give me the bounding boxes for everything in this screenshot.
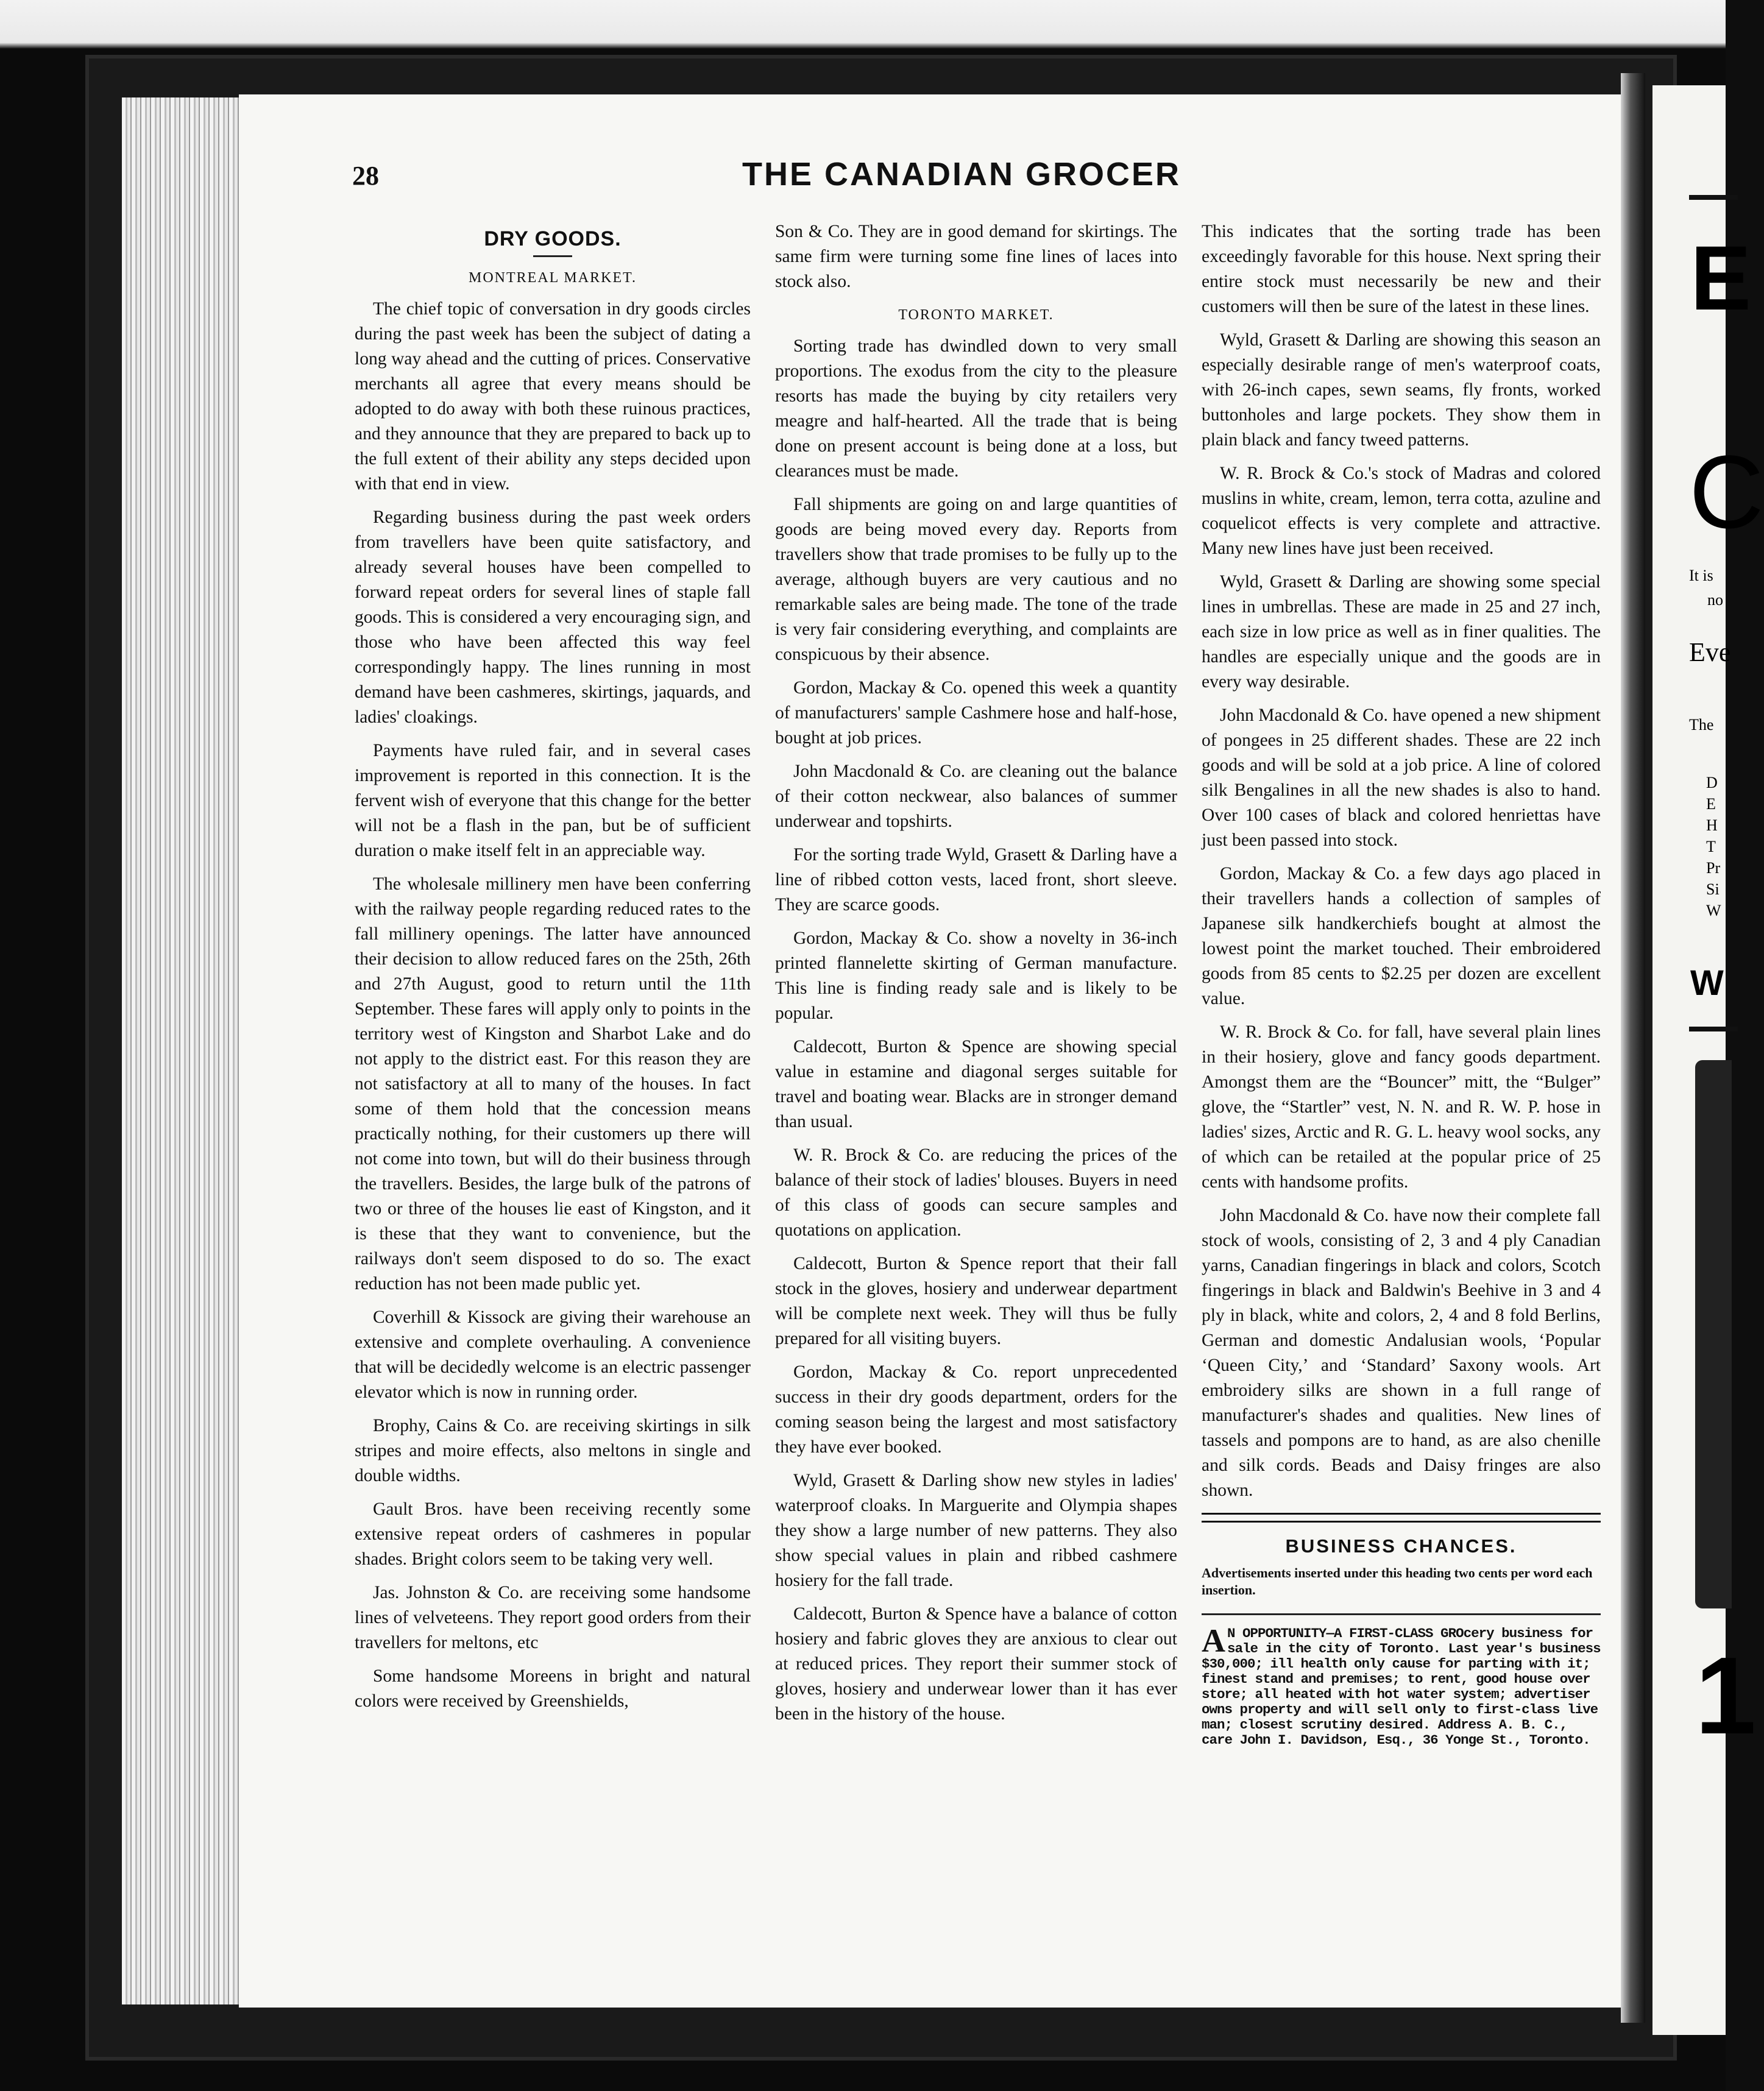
column-3 (1202, 219, 1601, 1748)
paragraph: Coverhill & Kissock are giving their warehouse an extensive and complete overhauling. A convenience that will be decidedly welcome is an electric passenger elevator which is now in running order. (355, 1307, 751, 1402)
right-page-list-item: H (1706, 816, 1718, 834)
ad-text: N OPPORTUNITY—A FIRST-CLASS GROcery business for sale in the city of Toronto. Last year's business $30,000; ill health only cause for parting with it; finest stand and premises; to rent, good house over store; all heated with hot water system; advertiser owns property and will sell only to first-class live man; closest scrutiny desired. Address A. B. C., care John I. Davidson, Esq., 36 Yonge St., Toronto. (1202, 1626, 1601, 1748)
business-chances-rule (1202, 1613, 1601, 1615)
right-page-rule (1689, 195, 1738, 200)
paragraph: The wholesale millinery men have been conferring with the railway people regarding reduced rates to the fall millinery openings. The latter have announced their decision to allow reduced fares on the 25th, 26th and 27th August, good to return until the 11th September. These fares will apply only to points in the territory west of Kingston and Sharbot Lake and do not apply to the district east. For this reason they are not satisfactory at all to many of the houses. In fact some of them hold that the concession means practically nothing, for their customers up there will not come into town, but will do their business through the travellers. Besides, the large bulk of the patrons of two or three of the houses lie east of Kingston, and it is these that they want to convenience, but the railways don't seem disposed to do so. The exact reduction has not been made public yet. (355, 874, 751, 1293)
right-page-list-item: D (1706, 774, 1718, 791)
right-page-text: no (1707, 591, 1723, 609)
subsection-heading: MONTREAL MARKET. (469, 270, 637, 286)
right-page-list-item: Si (1706, 880, 1720, 898)
paragraph: Gordon, Mackay & Co. show a novelty in 36-inch printed flannelette skirting of German manufacture. This line is finding ready sale and is likely to be popular. (775, 929, 1177, 1023)
paragraph: Brophy, Cains & Co. are receiving skirtings in silk stripes and moire effects, also meltons in single and double widths. (355, 1416, 751, 1485)
paragraph: Gordon, Mackay & Co. report unprecedented success in their dry goods department, orders for the coming season being the largest and most satisfactory they have ever booked. (775, 1362, 1177, 1457)
paragraph: Wyld, Grasett & Darling are showing this season an especially desirable range of men's waterproof coats, with 26-inch capes, sewn seams, fly fronts, worked buttonholes and large pockets. They show them in plain black and fancy tweed patterns. (1202, 330, 1601, 450)
paragraph: Some handsome Moreens in bright and natural colors were received by Greenshields, (355, 1666, 751, 1711)
right-page-list-item: E (1706, 795, 1716, 813)
right-page-text: Eve (1689, 637, 1731, 667)
right-page-number: 1 (1695, 1635, 1757, 1757)
paragraph: Jas. Johnston & Co. are receiving some handsome lines of velveteens. They report good orders from their travellers for meltons, etc (355, 1583, 751, 1652)
business-chances-title: BUSINESS CHANCES. (1285, 1535, 1517, 1557)
business-chances-note: Advertisements inserted under this heading two cents per word each insertion. (1202, 1565, 1593, 1597)
paragraph: The chief topic of conversation in dry goods circles during the past week has been the subject of dating a long way ahead and the cutting of prices. Conservative merchants all agree that every means should be adopted to do away with both these ruinous practices, and they announce that they are prepared to back up to the full extent of their ability any steps decided upon with that end in view. (355, 299, 751, 494)
paragraph: Wyld, Grasett & Darling are showing some special lines in umbrellas. These are made in 25 and 27 inch, each size in low price as well as in finer qualities. The handles are especially unique and the goods are in every way desirable. (1202, 572, 1601, 692)
paragraph: Caldecott, Burton & Spence report that their fall stock in the gloves, hosiery and underwear department will be complete next week. They will thus be fully prepared for all visiting buyers. (775, 1254, 1177, 1348)
paragraph: W. R. Brock & Co.'s stock of Madras and colored muslins in white, cream, lemon, terra cotta, azuline and coquelicot effects is very complete and attractive. Many new lines have just been received. (1202, 464, 1601, 558)
paragraph: Regarding business during the past week orders from travellers have been quite satisfactory, and already several houses have been compelled to forward repeat orders for several lines of staple fall goods. This is considered a very encouraging sign, and those who have been affected this way feel correspondingly happy. The lines running in most demand have been cashmeres, skirtings, jaquards, and ladies' cloakings. (355, 508, 751, 727)
paragraph: W. R. Brock & Co. for fall, have several plain lines in their hosiery, glove and fancy goods department. Amongst them are the “Bouncer” mitt, the “Bulger” glove, the “Startler” vest, N. N. and R. W. P. hose in ladies' sizes, Arctic and R. G. L. heavy wool socks, any of which can be retailed at the popular price of 25 cents with handsome profits. (1202, 1022, 1601, 1192)
paragraph: John Macdonald & Co. have now their complete fall stock of wools, consisting of 2, 3 and 4 ply Canadian yarns, Canadian fingerings in black and colors, Scotch fingerings in black and Baldwin's Beehive in 3 and 4 ply in black, white and colors, 2, 4 and 8 fold Berlins, German and domestic Andalusian wools, ‘Popular ‘Queen City,’ and ‘Standard’ Saxony wools. Art embroidery silks are shown in a full range of manufacturer's shades and qualities. New lines of tassels and pompons are to hand, as are also chenille and silk cords. Beads and Daisy fringes are also shown. (1202, 1206, 1601, 1500)
paragraph: Wyld, Grasett & Darling show new styles in ladies' waterproof cloaks. In Marguerite and Olympia shapes they show a large number of new patterns. They also show special values in plain and ribbed cashmere hosiery for the fall trade. (775, 1471, 1177, 1590)
paragraph: Sorting trade has dwindled down to very small proportions. The exodus from the city to the pleasure resorts has made the buying by city retailers very meagre and half-hearted. All the trade that is being done on present account is being done at a loss, but clearances must be made. (775, 336, 1177, 481)
paragraph: Caldecott, Burton & Spence have a balance of cotton hosiery and fabric gloves they are anxious to clear out at reduced prices. They report their summer stock of gloves, hosiery and underwear lower than it has ever been in the history of the house. (775, 1604, 1177, 1724)
right-page-letter-c: C (1689, 434, 1764, 550)
paragraph: For the sorting trade Wyld, Grasett & Darling have a line of ribbed cotton vests, laced front, short sleeve. They are scarce goods. (775, 845, 1177, 915)
masthead-title: THE CANADIAN GROCER (742, 156, 1181, 193)
column-2 (775, 219, 1177, 1735)
page-header (352, 155, 1601, 198)
paragraph: John Macdonald & Co. are cleaning out the balance of their cotton neckwear, also balances of summer underwear and topshirts. (775, 762, 1177, 831)
section-divider (1202, 1513, 1601, 1523)
right-page-rule (1689, 1027, 1738, 1031)
paragraph: Gault Bros. have been receiving recently some extensive repeat orders of cashmeres in popular shades. Bright colors seem to be taking very well. (355, 1499, 751, 1569)
column-1 (355, 219, 751, 1722)
page-number: 28 (352, 161, 379, 191)
classified-ad (1202, 1622, 1601, 1748)
right-page-text: It is (1689, 567, 1713, 584)
right-page-list-item: T (1706, 838, 1716, 855)
subsection-heading: TORONTO MARKET. (898, 307, 1054, 323)
ad-initial: A (1202, 1622, 1225, 1659)
right-page-letter-w: W (1690, 963, 1724, 1003)
right-page-fragment (1652, 85, 1764, 2035)
section-title: DRY GOODS. (484, 227, 622, 250)
paragraph: Fall shipments are going on and large quantities of goods are being moved every day. Reports from travellers show that trade promises to be fully up to the average, although buyers are very cautious and no remarkable sales are being made. The tone of the trade is very fair considering everything, and complaints are conspicuous by their absence. (775, 495, 1177, 664)
paragraph-continuation: Son & Co. They are in good demand for skirtings. The same firm were turning some fine lines of laces into stock also. (775, 222, 1177, 291)
paragraph: W. R. Brock & Co. are reducing the prices of the balance of their stock of ladies' blouses. Buyers in need of this class of goods can secure samples and quotations on application. (775, 1145, 1177, 1240)
book-spine (1621, 73, 1645, 2023)
paragraph: John Macdonald & Co. have opened a new shipment of pongees in 25 different shades. These are 22 inch goods and will be sold at a job price. A line of colored silk Bengalines in all the new shades is also to hand. Over 100 cases of black and colored henriettas have just been passed into stock. (1202, 706, 1601, 850)
title-rule (533, 255, 572, 257)
right-page-list-item: W (1706, 902, 1721, 919)
right-page-letter-e: E (1690, 227, 1752, 329)
paragraph: Gordon, Mackay & Co. opened this week a quantity of manufacturers' sample Cashmere hose and half-hose, bought at job prices. (775, 678, 1177, 748)
paragraph: Payments have ruled fair, and in several cases improvement is reported in this connection. It is the fervent wish of everyone that this change for the better will not be a flash in the pan, but be of sufficient duration o make itself felt in an appreciable way. (355, 741, 751, 860)
right-page-list-item: Pr (1706, 859, 1721, 877)
page-edges (122, 97, 244, 2004)
paragraph: Caldecott, Burton & Spence are showing special value in estamine and diagonal serges suitable for travel and boating wear. Blacks are in stronger demand than usual. (775, 1037, 1177, 1131)
product-can-illustration (1695, 1060, 1732, 1608)
paragraph-continuation: This indicates that the sorting trade has been exceedingly favorable for this house. Next spring their entire stock must necessarily be new and their customers will then be sure of the latest in these lines. (1202, 222, 1601, 316)
right-page-text: The (1689, 716, 1714, 734)
paragraph: Gordon, Mackay & Co. a few days ago placed in their travellers hands a collection of samples of Japanese silk handkerchiefs bought at almost the lowest point the market touched. Their embroidered goods from 85 cents to $2.25 per dozen are excellent value. (1202, 864, 1601, 1008)
